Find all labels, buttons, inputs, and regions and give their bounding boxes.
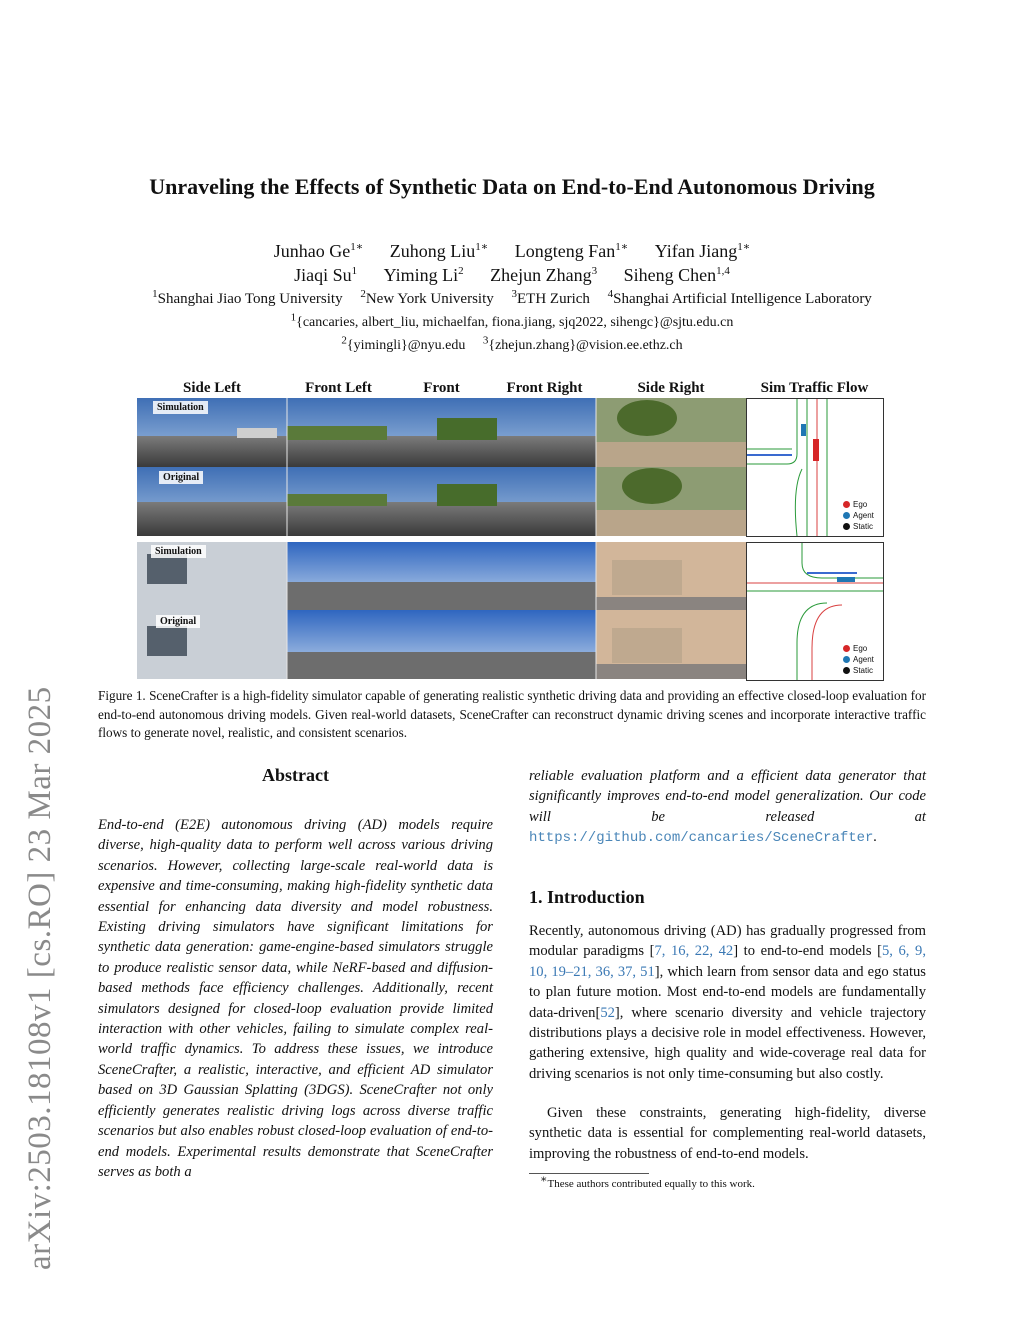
legend-agent-dot (843, 512, 850, 519)
author: Siheng Chen$^{1,4}$ (623, 265, 730, 285)
header-side-right: Side Right (637, 380, 705, 396)
camera-strip-bottom (137, 542, 746, 679)
authors-row-2 (0, 265, 1024, 286)
arxiv-stamp: arXiv:2503.18108v1 [cs.RO] 23 Mar 2025 (22, 686, 58, 1270)
author: Yiming Li$^2$ (383, 265, 464, 285)
legend-ego-dot (843, 645, 850, 652)
affiliations (0, 288, 1024, 308)
abstract-text: End-to-end (E2E) autonomous driving (AD) models require diverse, high-quality data to perform well across various driving scenarios. However, collecting large-scale real-world data is expensive and time-consuming, making high-fidelity synthetic data essential for enhancing data diversity and model robustness. Existing driving simulators have significant limitations for synthetic data generation: game-engine-based simulators struggle to produce realistic sensor data, while NeRF-based and diffusion-based methods face efficiency challenges. Additionally, recent simulators designed for closed-loop evaluation provide limited interaction with other vehicles, failing to simulate complex real-world traffic dynamics. To address these issues, we introduce SceneCrafter, a realistic, interactive, and efficient AD simulator based on 3D Gaussian Splatting (3DGS). SceneCrafter not only efficiently generates realistic driving logs across diverse traffic scenarios but also enables robust closed-loop evaluation of end-to-end models. Experimental results demonstrate that SceneCrafter serves as both a (98, 817, 493, 1180)
footnote: ∗These authors contributed equally to this work. (540, 1173, 755, 1190)
header-sim-traffic-flow: Sim Traffic Flow (760, 380, 869, 396)
author: Zhejun Zhang$^3$ (490, 265, 598, 285)
affiliation: $^1$Shanghai Jiao Tong University (152, 288, 343, 307)
author: Jiaqi Su$^1$ (294, 265, 358, 285)
legend-top: Ego Agent Static (843, 499, 874, 532)
legend-bottom: Ego Agent Static (843, 643, 874, 676)
tag-simulation: Simulation (153, 401, 208, 414)
tag-original: Original (156, 615, 200, 628)
legend-static-dot (843, 667, 850, 674)
affiliation: $^4$Shanghai Artificial Intelligence Laboratory (607, 288, 872, 307)
tag-original: Original (159, 471, 203, 484)
intro-heading: 1. Introduction (529, 887, 645, 907)
intro-paragraph-2: Given these constraints, generating high-fidelity, diverse synthetic data is essential for complementing real-world datasets, improving the robustness of end-to-end models. (529, 1105, 926, 1162)
header-front-left: Front Left (305, 380, 372, 396)
figure-headers (137, 380, 883, 400)
legend-static-dot (843, 523, 850, 530)
author: Yifan Jiang$^{1∗}$ (654, 241, 751, 261)
abstract-continuation: reliable evaluation platform and a efficient data generator that significantly improves end-to-end model generalization. Our code will be released at https://github.com/cancaries/SceneCrafter. (529, 768, 926, 847)
email-line-2: $^2${yimingli}@nyu.edu $^3${zhejun.zhang}@vision.ee.ethz.ch (341, 334, 683, 353)
email-line-1: $^1${cancaries, albert_liu, michaelfan, fiona.jiang, sjq2022, sihengc}@sjtu.edu.cn (290, 311, 734, 330)
abstract-heading: Abstract (262, 765, 329, 785)
legend-ego-dot (843, 501, 850, 508)
header-front-right: Front Right (506, 380, 583, 396)
tag-simulation: Simulation (151, 545, 206, 558)
header-front: Front (423, 380, 460, 396)
author: Longteng Fan$^{1∗}$ (514, 241, 629, 261)
legend-agent-dot (843, 656, 850, 663)
code-link[interactable]: https://github.com/cancaries/SceneCrafter (529, 830, 874, 847)
paper-title: Unraveling the Effects of Synthetic Data on End-to-End Autonomous Driving (149, 174, 875, 199)
citation-group[interactable]: 7, 16, 22, 42 (654, 943, 734, 960)
affiliation: $^3$ETH Zurich (511, 288, 590, 307)
intro-paragraph-1: Recently, autonomous driving (AD) has gradually progressed from modular paradigms [7, 16, 22, 42] to end-to-end models [5, 6, 9, 10, 19–21, 36, 37, 51], which learn from sensor data and ego status to plan future motion. Most end-to-end models are fundamentally data-driven[52], where scenario diversity and vehicle trajectory distributions plays a decisive role in model effectiveness. However, gathering extensive, high quality and wide-coverage real data for driving scenarios is not only time-consuming but also costly. (529, 923, 926, 1082)
citation-group[interactable]: 52 (600, 1004, 615, 1021)
traffic-flow-top (746, 398, 884, 537)
camera-strip-top (137, 398, 746, 536)
traffic-flow-bottom (746, 542, 884, 681)
header-side-left: Side Left (183, 380, 241, 396)
camera-strip-top-image (137, 398, 746, 536)
camera-strip-bottom-image (137, 542, 746, 679)
affiliation: $^2$New York University (360, 288, 494, 307)
authors-row-1 (0, 241, 1024, 262)
citation-group[interactable]: 5, 6, 9, 10, 19–21, 36, 37, 51 (529, 943, 926, 980)
figure-caption: Figure 1. SceneCrafter is a high-fidelity simulator capable of generating realistic synthetic driving data and providing an effective closed-loop evaluation for end-to-end autonomous driving models. Given real-world datasets, SceneCrafter can reconstruct dynamic driving scenes and incorporate interactive traffic flows to generate novel, realistic, and consistent scenarios. (98, 688, 926, 740)
author: Junhao $Ge^{1∗}$ (273, 241, 364, 261)
author: Zuhong Liu$^{1∗}$ (389, 241, 489, 261)
